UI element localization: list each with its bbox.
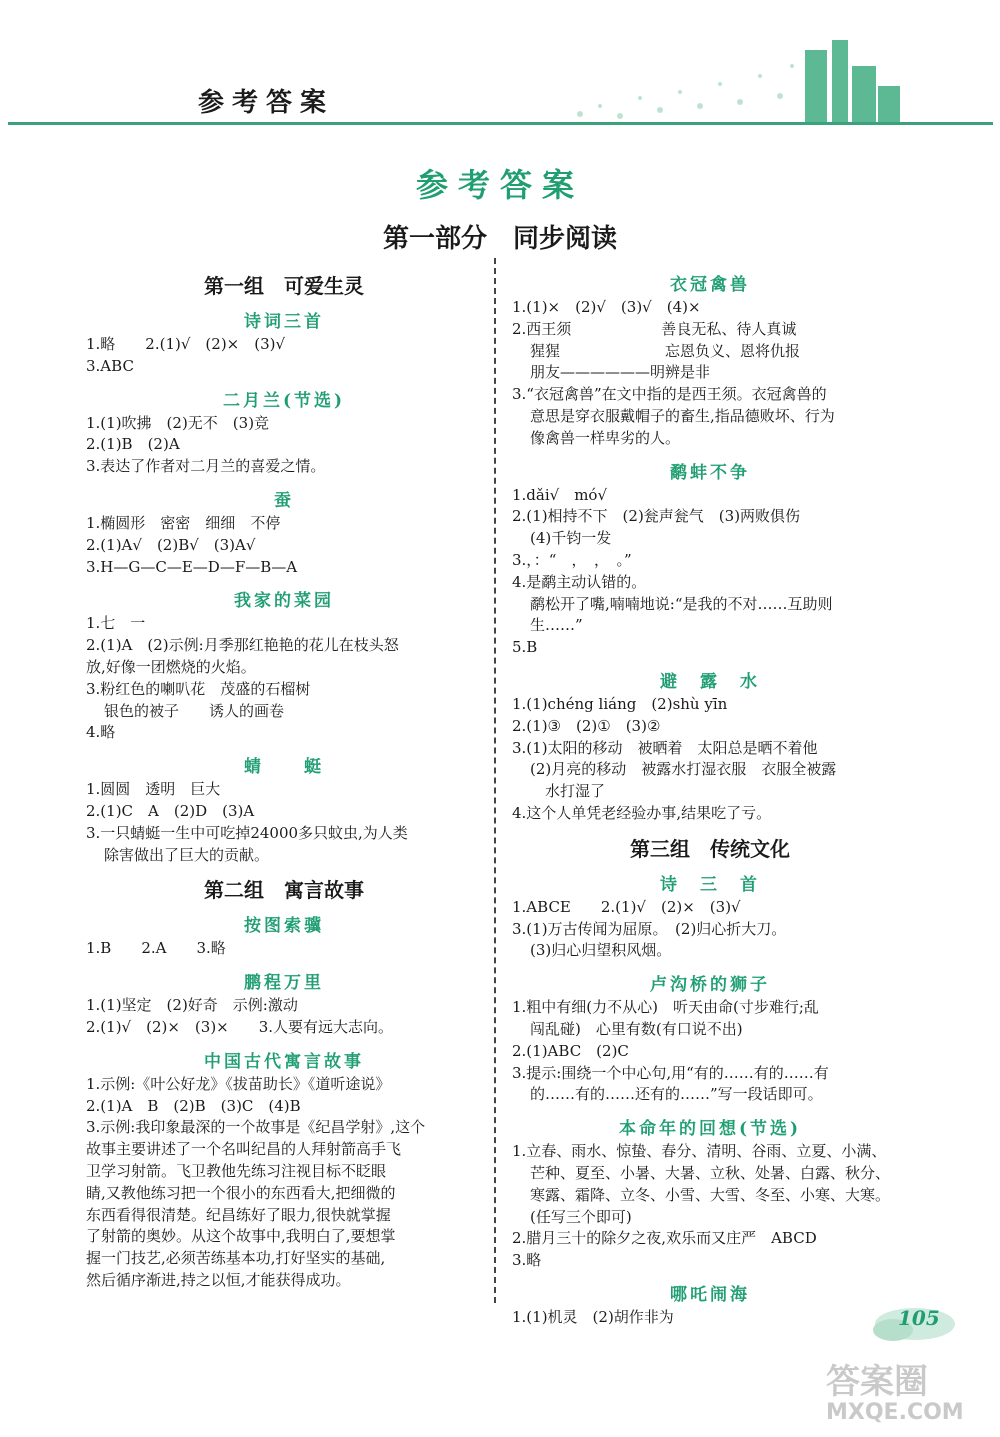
column-divider	[494, 258, 496, 1303]
answer-line: 3.表达了作者对二月兰的喜爱之情。	[86, 457, 326, 476]
watermark-url: MXQE.COM	[826, 1400, 964, 1425]
watermark-logo: 答案圈	[826, 1362, 928, 1402]
answer-line: 故事主要讲述了一个名叫纪昌的人拜射箭高手飞	[86, 1140, 402, 1159]
answer-line: 3.，：“ ， ， 。”	[512, 550, 632, 569]
answer-line: 水打湿了	[530, 782, 606, 801]
answer-line: 3.示例:我印象最深的一个故事是《纪昌学射》,这个	[86, 1118, 426, 1137]
answer-line: 了射箭的奥妙。从这个故事中,我明白了,要想掌	[86, 1227, 396, 1246]
answer-line: 猩猩 忘恩负义、恩将仇报	[530, 341, 801, 360]
page-number: 105	[898, 1306, 940, 1330]
answer-line: 1.(1)坚定 (2)好奇 示例:激动	[86, 996, 298, 1015]
section-heading: 鹬蚌不争	[670, 462, 750, 483]
answer-line: 4.是鹬主动认错的。	[512, 572, 647, 591]
answer-line: 2.(1)③ (2)① (3)②	[512, 716, 661, 735]
answer-line: 银色的被子 诱人的画卷	[104, 701, 285, 720]
answer-line: 鹬松开了嘴,喃喃地说:“是我的不对……互助则	[530, 594, 833, 613]
answer-line: 1.(1)吹拂 (2)无不 (3)竞	[86, 413, 270, 432]
answer-line: 2.(1)A (2)示例:月季那红艳艳的花儿在枝头怒	[86, 636, 399, 655]
main-title: 参考答案	[415, 166, 584, 204]
answer-line: 然后循序渐进,持之以恒,才能获得成功。	[86, 1270, 351, 1289]
section-heading: 哪吒闹海	[670, 1284, 750, 1305]
answer-line: 3.粉红色的喇叭花 茂盛的石榴树	[86, 679, 311, 698]
answer-line: 1.圆圆 透明 巨大	[86, 780, 221, 799]
answer-line: 闯乱碰) 心里有数(有口说不出)	[530, 1019, 743, 1038]
answer-line: 1.(1)× (2)√ (3)√ (4)×	[512, 298, 701, 316]
section-heading: 本命年的回想(节选)	[618, 1119, 802, 1140]
answer-line: 3.(1)万古传闻为屈原。 (2)归心折大刀。	[512, 919, 787, 938]
answer-line: 除害做出了巨大的贡献。	[104, 845, 270, 864]
answer-line: 的……有的……还有的……”写一段话即可。	[530, 1085, 823, 1104]
part-title: 第一部分 同步阅读	[382, 224, 617, 254]
answer-line: 1.椭圆形 密密 细细 不停	[86, 513, 281, 532]
answer-line: (2)月亮的移动 被露水打湿衣服 衣服全被露	[530, 760, 837, 779]
header-rule	[8, 122, 993, 125]
answer-line: 1.B 2.A 3.略	[86, 939, 226, 958]
section-heading: 诗 三 首	[660, 874, 760, 895]
answer-line: 睛,又教他练习把一个很小的东西看大,把细微的	[86, 1183, 396, 1202]
answer-line: 3.略	[512, 1251, 542, 1270]
right-column	[512, 262, 908, 1329]
section-heading: 我家的菜园	[234, 591, 334, 612]
answer-line: 1.(1)chéng liáng (2)shù yīn	[512, 694, 728, 713]
answer-line: 4.这个人单凭老经验办事,结果吃了亏。	[512, 803, 772, 822]
answer-line: 2.西王须 善良无私、待人真诚	[512, 319, 797, 338]
answer-line: 3.一只蜻蜓一生中可吃掉24000多只蚊虫,为人类	[86, 823, 408, 842]
section-heading: 卢沟桥的狮子	[650, 975, 770, 996]
header-title: 参考答案	[198, 88, 335, 118]
answer-line: 1.七 一	[86, 614, 146, 633]
section-heading: 鹏程万里	[244, 973, 324, 994]
answer-line: 1.(1)机灵 (2)胡作非为	[512, 1307, 674, 1326]
answer-line: 2.(1)ABC (2)C	[512, 1041, 629, 1060]
answer-line: 握一门技艺,必须苦练基本功,打好坚实的基础,	[86, 1249, 386, 1268]
answer-line: 3.H—G—C—E—D—F—B—A	[86, 557, 298, 576]
answer-line: 3.“衣冠禽兽”在文中指的是西王须。衣冠禽兽的	[512, 385, 827, 404]
section-heading: 衣冠禽兽	[670, 275, 750, 295]
answer-line: (任写三个即可)	[530, 1207, 632, 1226]
group-heading: 第二组 寓言故事	[204, 878, 364, 903]
answer-line: 1.立春、雨水、惊蛰、春分、清明、谷雨、立夏、小满、	[512, 1142, 887, 1161]
answer-line: 2.腊月三十的除夕之夜,欢乐而又庄严 ABCD	[512, 1229, 817, 1248]
section-heading: 按图索骥	[244, 916, 324, 937]
answer-line: 2.(1)√ (2)× (3)× 3.人要有远大志向。	[86, 1017, 394, 1036]
answer-line: 3.提示:围绕一个中心句,用“有的……有的……有	[512, 1063, 829, 1082]
answer-line: 东西看得很清楚。纪昌练好了眼力,很快就掌握	[86, 1205, 391, 1224]
answer-line: 1.ABCE 2.(1)√ (2)× (3)√	[512, 897, 741, 916]
answer-line: 2.(1)A√ (2)B√ (3)A√	[86, 535, 256, 554]
group-heading: 第一组 可爱生灵	[204, 274, 364, 298]
answer-line: 芒种、夏至、小暑、大暑、立秋、处暑、白露、秋分、	[530, 1163, 891, 1182]
answer-line: 寒露、霜降、立冬、小雪、大雪、冬至、小寒、大寒。	[530, 1185, 891, 1204]
section-heading: 蚕	[274, 490, 294, 511]
section-heading: 中国古代寓言故事	[204, 1051, 364, 1072]
section-heading: 蜻 蜓	[244, 757, 324, 778]
section-heading: 避 露 水	[660, 671, 760, 692]
answer-line: 2.(1)C A (2)D (3)A	[86, 801, 255, 820]
answer-line: 卫学习射箭。飞卫教他先练习注视目标不眨眼	[86, 1161, 387, 1180]
answer-line: 2.(1)A B (2)B (3)C (4)B	[86, 1096, 301, 1115]
group-heading: 第三组 传统文化	[630, 836, 790, 861]
answer-line: 3.ABC	[86, 356, 134, 375]
answer-line: (4)千钧一发	[530, 529, 612, 548]
answer-line: 2.(1)B (2)A	[86, 435, 180, 454]
answer-line: 生……”	[530, 616, 583, 635]
answer-line: 朋友——————明辨是非	[530, 363, 711, 382]
answer-line: 2.(1)相持不下 (2)瓮声瓮气 (3)两败俱伤	[512, 507, 801, 526]
answer-line: 4.略	[86, 723, 116, 742]
answer-line: 1.示例:《叶公好龙》《拔苗助长》《道听途说》	[86, 1074, 391, 1093]
answer-line: 1.dǎi√ mó√	[512, 485, 608, 504]
section-heading: 二月兰(节选)	[222, 390, 346, 411]
section-heading: 诗词三首	[244, 312, 324, 332]
answer-line: 3.(1)太阳的移动 被晒着 太阳总是晒不着他	[512, 738, 818, 757]
answer-line: 意思是穿衣服戴帽子的畜生,指品德败坏、行为	[530, 406, 835, 425]
city-skyline-decoration	[560, 36, 920, 124]
answer-line: 像禽兽一样卑劣的人。	[530, 428, 681, 447]
answer-line: 5.B	[512, 638, 538, 657]
left-column	[86, 262, 482, 1292]
answer-line: 1.粗中有细(力不从心) 听天由命(寸步难行;乱	[512, 998, 819, 1017]
answer-line: 1.略 2.(1)√ (2)× (3)√	[86, 335, 286, 353]
answer-line: (3)归心归望积风烟。	[530, 941, 672, 960]
answer-line: 放,好像一团燃烧的火焰。	[86, 657, 256, 676]
